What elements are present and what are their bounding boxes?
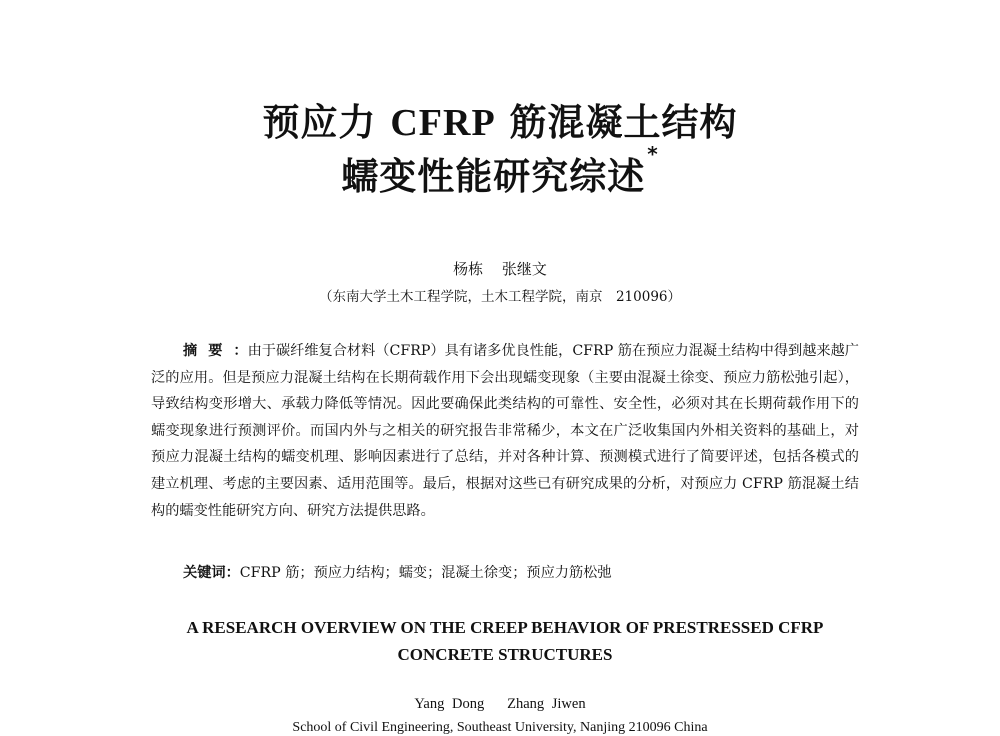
keywords-cn — [183, 562, 863, 582]
title-cn-part-a: 预应力 — [262, 101, 391, 144]
title-latin-part: CFRP — [390, 102, 496, 144]
authors-cn: 杨栋 张继文 — [453, 260, 547, 278]
abstract-cn — [151, 338, 859, 524]
abstract-label: 摘要 — [183, 343, 234, 359]
title-line-2-text: 蠕变性能研究综述 — [341, 155, 646, 198]
abstract-text: 由于碳纤维复合材料（CFRP）具有诸多优良性能，CFRP 筋在预应力混凝土结构中得到越来越广泛的应用。但是预应力混凝土结构在长期荷载作用下会出现蠕变现象（主要由混凝土徐变、预应力筋松弛引起），导致结构变形增大、承载力降低等情况。因此要确保此类结构的可靠性、安全性，必须对其在长期荷载作用下的蠕变现象进行预测评价。而国内外与之相关的研究报告非常稀少，本文在广泛收集国内外相关资料的基础上，对预应力混凝土结构的蠕变机理、影响因素进行了总结，并对各种计算、预测模式进行了简要评述，包括各模式的建立机理、考虑的主要因素、适用范围等。最后，根据对这些已有研究成果的分析，对预应力 CFRP 筋混凝土结构的蠕变性能研究方向、研究方法提供思路。 — [151, 343, 859, 519]
keywords-text: CFRP 筋；预应力结构；蠕变；混凝土徐变；预应力筋松弛 — [239, 565, 612, 581]
keywords-label: 关键词： — [183, 565, 240, 581]
english-title: A RESEARCH OVERVIEW ON THE CREEP BEHAVIOR OF PRESTRESSED CFRP CONCRETE STRUCTURES — [186, 618, 824, 664]
affiliation-en: School of Civil Engineering, Southeast University, Nanjing 210096 China — [292, 720, 708, 735]
authors-en: Yang Dong Zhang Jiwen — [414, 696, 586, 712]
affiliation-cn: （东南大学土木工程学院，土木工程学院，南京 210096） — [318, 289, 682, 305]
title-cn-part-b: 筋混凝土结构 — [495, 101, 738, 144]
chinese-title-line-2 — [0, 142, 1000, 200]
chinese-title-line-1 — [0, 92, 1000, 146]
abstract-colon: ： — [233, 343, 248, 359]
title-footnote-mark: * — [647, 142, 659, 166]
